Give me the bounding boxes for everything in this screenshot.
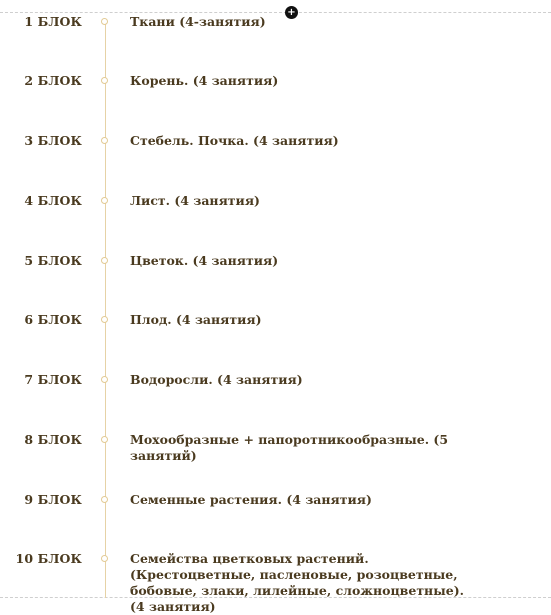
block-description: Мохообразные + папоротникообразные. (5 занятий) <box>130 432 449 463</box>
block-label: 7 БЛОК <box>24 372 82 387</box>
timeline-dot-icon <box>101 197 108 204</box>
add-section-button[interactable] <box>285 6 298 19</box>
block-label: 3 БЛОК <box>24 133 82 148</box>
block-label: 10 БЛОК <box>15 551 82 566</box>
timeline-dot-icon <box>101 137 108 144</box>
block-description: Плод. (4 занятия) <box>130 312 262 327</box>
block-description: Лист. (4 занятия) <box>130 193 260 208</box>
timeline-dot-icon <box>101 316 108 323</box>
block-description: Семейства цветковых растений. (Крестоцветные, пасленовые, розоцветные, бобовые, злаки, лилейные, сложноцветные). (4 занятия) <box>130 551 464 614</box>
timeline-dot-icon <box>101 18 108 25</box>
block-label: 9 БЛОК <box>24 492 82 507</box>
block-description: Цветок. (4 занятия) <box>130 253 279 268</box>
timeline-dot-icon <box>101 555 108 562</box>
block-label: 2 БЛОК <box>24 73 82 88</box>
block-label: 4 БЛОК <box>24 193 82 208</box>
timeline-dot-icon <box>101 376 108 383</box>
section-bottom-border <box>0 597 551 598</box>
block-label: 5 БЛОК <box>24 253 82 268</box>
section-top-border <box>0 12 551 13</box>
timeline-dot-icon <box>101 257 108 264</box>
timeline-dot-icon <box>101 77 108 84</box>
plus-icon: + <box>287 7 296 18</box>
timeline-dot-icon <box>101 436 108 443</box>
timeline-dot-icon <box>101 496 108 503</box>
block-description: Корень. (4 занятия) <box>130 73 279 88</box>
block-description: Водоросли. (4 занятия) <box>130 372 303 387</box>
timeline-line <box>105 20 106 598</box>
block-description: Ткани (4-занятия) <box>130 14 266 29</box>
block-label: 8 БЛОК <box>24 432 82 447</box>
block-description: Стебель. Почка. (4 занятия) <box>130 133 339 148</box>
block-label: 1 БЛОК <box>24 14 82 29</box>
block-description: Семенные растения. (4 занятия) <box>130 492 372 507</box>
block-label: 6 БЛОК <box>24 312 82 327</box>
